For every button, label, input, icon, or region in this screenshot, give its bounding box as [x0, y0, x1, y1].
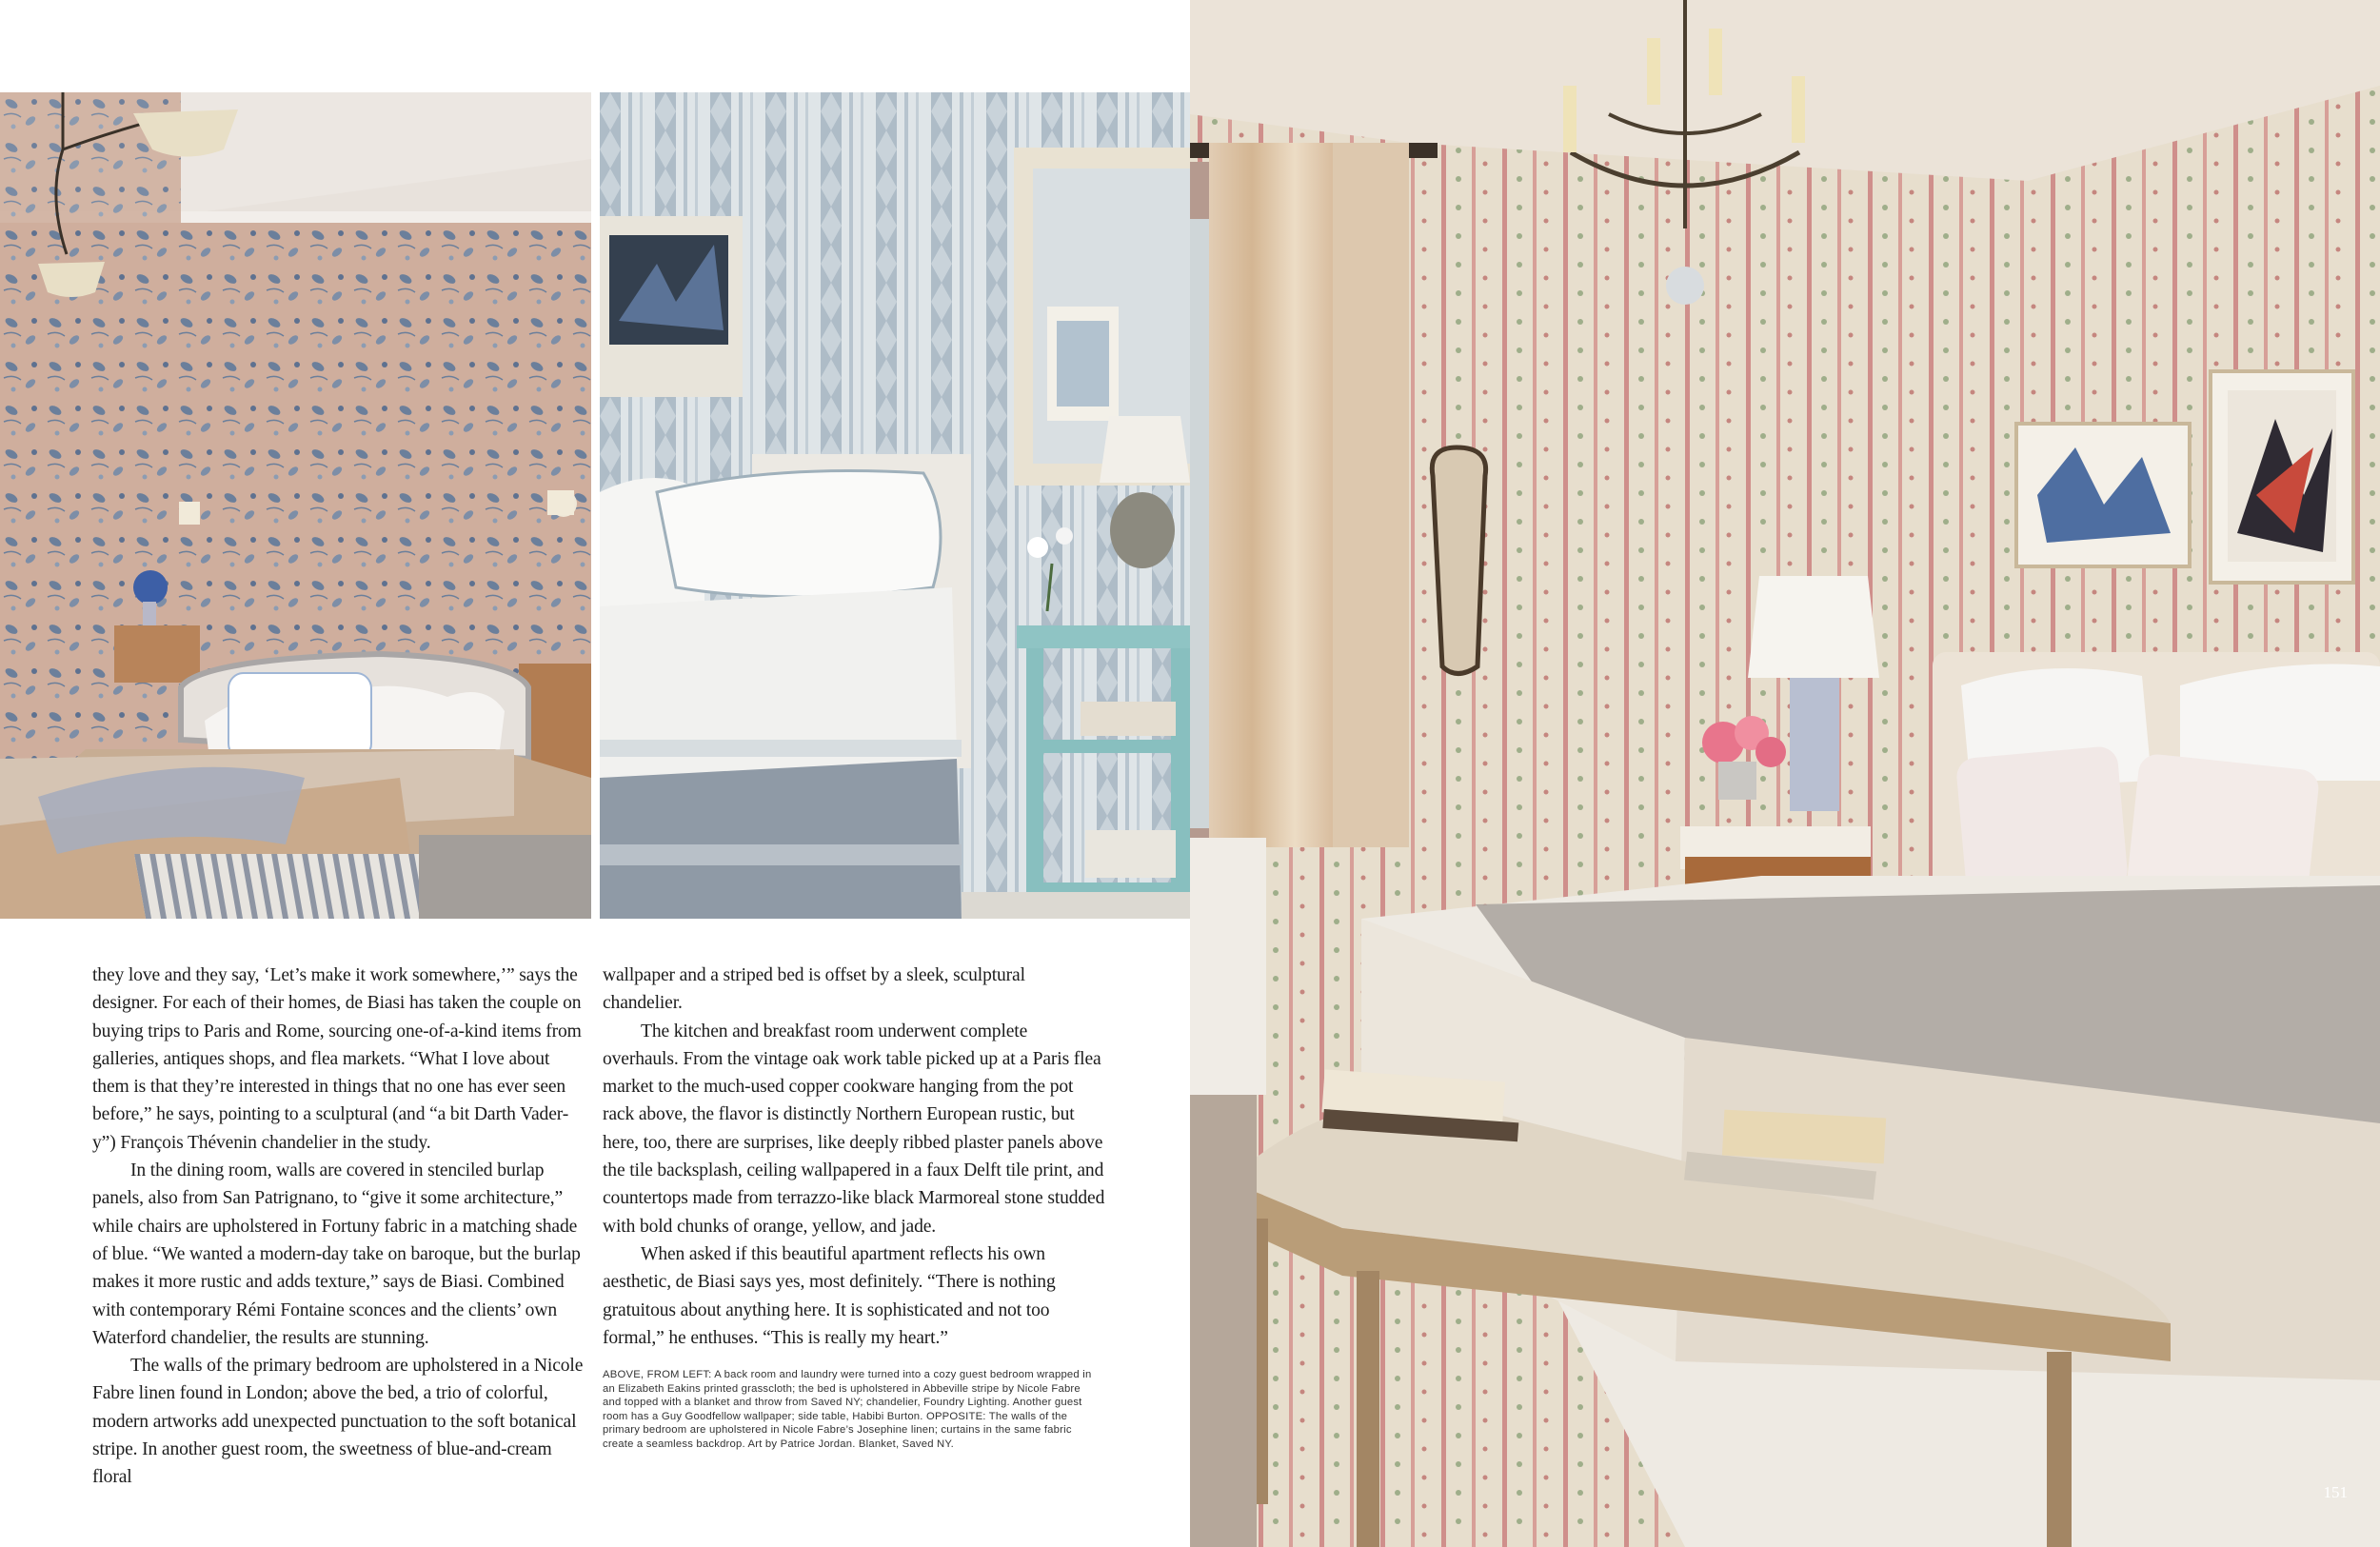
article-paragraph: In the dining room, walls are covered in stenciled burlap panels, also from San Patrignano, to “give it some architecture,” while chairs are upholstered in Fortuny fabric in a matching shade of blue. “We wanted a modern-day take on baroque, but the burlap makes it more rustic and adds texture,” says de Biasi. Combined with contemporary Rémi Fontaine sconces and the clients’ own Waterford chandelier, the results are stunning.	[92, 1160, 581, 1348]
article-paragraph: The kitchen and breakfast room underwent complete overhauls. From the vintage oak work table picked up at a Paris flea market to the much-used copper cookware hanging from the pot rack above, the flavor is distinctly Northern European rustic, but here, too, there are surprises, like deeply ribbed plaster panels above the tile backsplash, ceiling wallpapered in a faux Delft tile print, and countertops made from terrazzo-like black Marmoreal stone studded with bold chunks of orange, yellow, and jade.	[603, 1021, 1105, 1237]
photo-primary-bedroom	[1190, 0, 2380, 1547]
page-number: 151	[2323, 1483, 2348, 1501]
article-column-right	[603, 962, 1107, 1352]
article-column-left	[92, 962, 589, 1492]
guest-bedroom-floral-image	[0, 92, 591, 919]
photo-caption: ABOVE, FROM LEFT: A back room and laundry were turned into a cozy guest bedroom wrapped in an Elizabeth Eakins printed grasscloth; the bed is upholstered in Abbeville stripe by Nicole Fabre and topped with a blanket and throw from Saved NY; chandelier, Foundry Lighting. Another guest room has a Guy Goodfellow wallpaper; side table, Habibi Burton. OPPOSITE: The walls of the primary bedroom are upholstered in Nicole Fabre’s Josephine linen; curtains in the same fabric create a seamless backdrop. Art by Patrice Jordan. Blanket, Saved NY.	[603, 1369, 1092, 1450]
article-paragraph: The walls of the primary bedroom are upholstered in a Nicole Fabre linen found in London; above the bed, a trio of colorful, modern artworks add unexpected punctuation to the soft botanical stripe. In another guest room, the sweetness of blue-and-cream floral	[92, 1356, 584, 1488]
article-paragraph: they love and they say, ‘Let’s make it work somewhere,’” says the designer. For each of their homes, de Biasi has taken the couple on buying trips to Paris and Rome, sourcing one-of-a-kind items from galleries, antiques shops, and flea markets. “What I love about them is that they’re interested in things that no one has ever seen before,” he says, pointing to a sculptural (and “a bit Darth Vader-y”) François Thévenin chandelier in the study.	[92, 965, 582, 1153]
article-paragraph: When asked if this beautiful apartment reflects his own aesthetic, de Biasi says yes, most definitely. “There is nothing gratuitous about anything here. It is sophisticated and not too formal,” he enthuses. “This is really my heart.”	[603, 1243, 1056, 1348]
primary-bedroom-image	[1190, 0, 2380, 1547]
article-paragraph: wallpaper and a striped bed is offset by a sleek, sculptural chandelier.	[603, 965, 1025, 1014]
guest-bedroom-blue-image	[600, 92, 1190, 919]
photo-guest-bedroom-blue	[600, 92, 1190, 919]
photo-guest-bedroom-floral	[0, 92, 591, 919]
